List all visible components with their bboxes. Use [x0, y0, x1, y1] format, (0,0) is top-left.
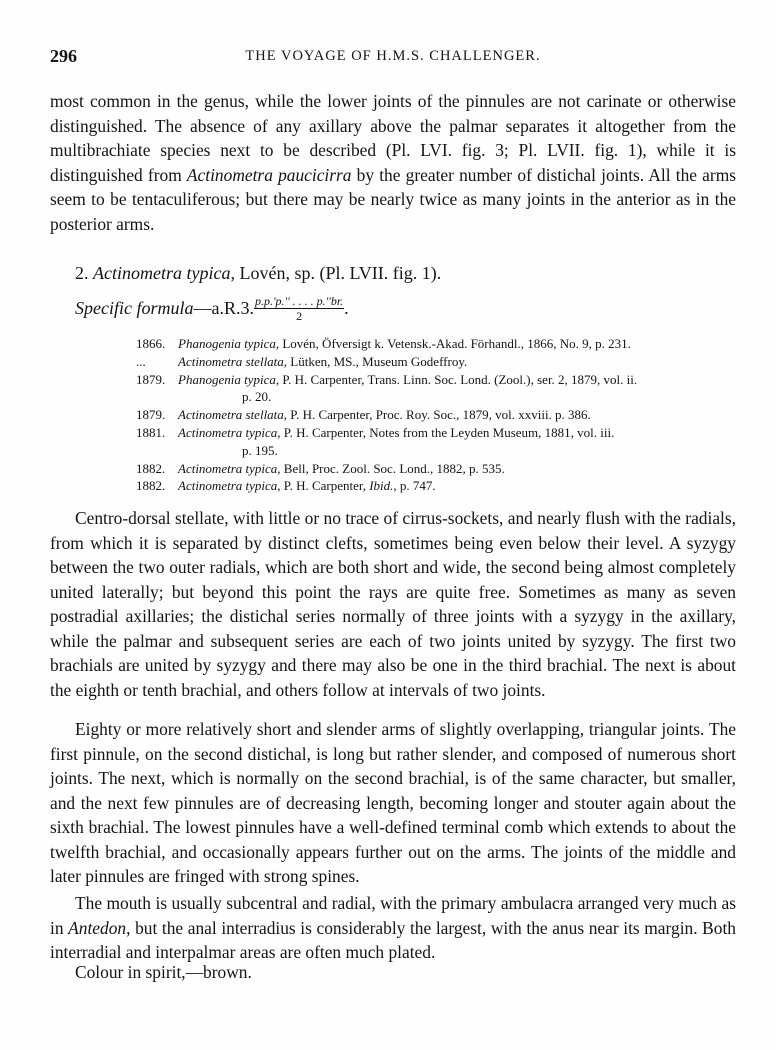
synonymy-list — [136, 335, 736, 495]
species-authority: , Lovén, sp. (Pl. LVII. fig. 1). — [230, 263, 442, 283]
synonymy-continuation: p. 20. — [242, 389, 272, 405]
text-run: The mouth is usually subcentral and radial, with the primary ambulacra arranged very much as in — [50, 893, 736, 938]
formula-fraction — [254, 294, 344, 323]
synonymy-name: Phanogenia typica — [178, 336, 276, 351]
synonymy-entry — [136, 424, 736, 442]
synonymy-year: 1879. — [136, 407, 166, 423]
text-run: most common in the genus, while the lower joints of the pinnules are not carinate or otherwise distinguished. The absence of any axillary above the palmar separates it altogether from the multibrachiate species next to be described (Pl. LVI. fig. 3; Pl. LVII. fig. 1), while it is distinguished from — [50, 91, 736, 185]
synonymy-entry — [136, 406, 736, 424]
species-name: Actinometra typica — [93, 263, 231, 283]
species-number: 2. — [75, 263, 89, 283]
synonymy-continuation: p. 195. — [242, 442, 278, 458]
synonymy-entry — [136, 477, 736, 495]
running-title: THE VOYAGE OF H.M.S. CHALLENGER. — [245, 48, 541, 64]
synonymy-entry — [136, 460, 736, 478]
synonymy-entry — [136, 353, 736, 371]
synonymy-year: 1882. — [136, 478, 166, 494]
synonymy-name: Actinometra typica — [178, 424, 278, 440]
synonymy-ref: , Lovén, Öfversigt k. Vetensk.-Akad. Förhandl., 1866, No. 9, p. 231. — [275, 336, 631, 351]
colour-note: Colour in spirit,—brown. — [75, 962, 252, 982]
synonymy-name: Actinometra typica — [178, 460, 278, 476]
formula-denominator: 2 — [296, 309, 303, 323]
synonymy-name: Actinometra typica — [178, 478, 278, 494]
text-run: , but the anal interradius is considerably the largest, with the anus near its margin. Both interradial and interpalmar areas are often much plated. — [50, 917, 736, 962]
synonymy-entry — [136, 371, 736, 389]
synonymy-year: 1866. — [136, 336, 166, 351]
synonymy-ibid: Ibid. — [369, 478, 394, 494]
synonymy-name: Actinometra stellata — [178, 407, 284, 423]
synonymy-year: 1881. — [136, 424, 166, 440]
text-run: by the greater number of distichal joints. All the arms seem to be tentaculiferous; but there may be nearly twice as many joints in the anterior as in the posterior arms. — [50, 164, 736, 234]
synonymy-year: ... — [136, 353, 146, 369]
synonymy-ref: , Bell, Proc. Zool. Soc. Lond., 1882, p. 535. — [277, 460, 505, 476]
synonymy-year: 1882. — [136, 460, 166, 476]
description-paragraph: Centro-dorsal stellate, with little or no trace of cirrus-sockets, and nearly flush with the radials, from which it is separated by distinct clefts, sometimes being even below their level. A syzygy between the two outer radials, which are both short and wide, the second being almost completely united laterally; but beyond this point the rays are quite free. Sometimes as many as seven postradial axillaries; the distichal series normally of three joints with a syzygy in the axillary, while the palmar and subsequent series are each of two joints united by syzygy. The first two brachials are united by syzygy and there may also be one in the third brachial. The next is about the eighth or tenth brachial, and others follow at intervals of two joints. — [50, 508, 736, 700]
synonymy-year: 1879. — [136, 371, 166, 387]
species-heading — [75, 263, 441, 284]
page-number: 296 — [50, 46, 77, 66]
synonymy-name: Actinometra stellata — [178, 353, 284, 369]
synonymy-ref: , P. H. Carpenter, Proc. Roy. Soc., 1879, vol. xxviii. p. 386. — [283, 407, 591, 423]
genus-name: Antedon — [68, 917, 127, 938]
formula-suffix: . — [344, 298, 349, 318]
synonymy-ref: , P. H. Carpenter, — [277, 478, 370, 494]
page-header — [50, 46, 736, 72]
synonymy-ref: , P. H. Carpenter, Notes from the Leyden Museum, 1881, vol. iii. — [277, 424, 615, 440]
paragraph-continued — [50, 89, 736, 236]
synonymy-ref: , P. H. Carpenter, Trans. Linn. Soc. Lond. (Zool.), ser. 2, 1879, vol. ii. — [275, 371, 638, 387]
formula-label: Specific formula — [75, 298, 194, 318]
synonymy-name: Phanogenia typica — [178, 371, 276, 387]
synonymy-ref: , p. 747. — [393, 478, 436, 494]
synonymy-entry — [136, 335, 736, 353]
species-name: Actinometra paucicirra — [186, 164, 352, 185]
description-paragraph: Eighty or more relatively short and slender arms of slightly overlapping, triangular joints. The first pinnule, on the second distichal, is long but rather slender, and composed of numerous short joints. The next, which is normally on the second brachial, is of the same character, but smaller, and the next few pinnules are of decreasing length, becoming longer and stouter again about the sixth brachial. The lowest pinnules have a well-defined terminal comb which extends to about the twelfth brachial, and occasionally appears further out on the arms. The joints of the middle and later pinnules are fringed with strong spines. — [50, 719, 736, 886]
specific-formula — [75, 294, 349, 330]
description-paragraph — [50, 891, 736, 965]
formula-numerator: p.p.'p.'' . . . . p.''br. — [254, 294, 344, 308]
formula-prefix: —a.R.3. — [193, 298, 254, 318]
synonymy-ref: , Lütken, MS., Museum Godeffroy. — [283, 353, 468, 369]
